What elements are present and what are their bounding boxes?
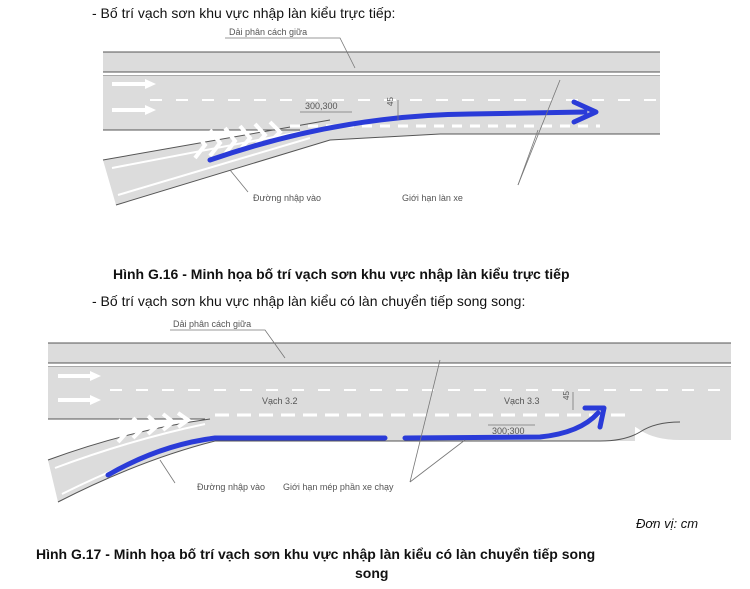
figure-g16 <box>103 27 660 205</box>
g17-label-edge-limit: Giới hạn mép phần xe chạy <box>283 482 394 492</box>
caption-g16: Hình G.16 - Minh họa bố trí vạch sơn khu vực nhập làn kiểu trực tiếp <box>113 266 570 282</box>
g16-onramp-road <box>103 120 660 205</box>
unit-note: Đơn vị: cm <box>636 516 699 531</box>
g17-label-median: Dải phân cách giữa <box>173 319 252 329</box>
g16-label-dimension-vertical: 45 <box>386 97 395 106</box>
g17-median <box>48 363 731 367</box>
caption-g17-line2: song <box>355 565 389 581</box>
g17-label-line-3-3: Vạch 3.3 <box>504 396 540 406</box>
g16-label-lane-limit: Giới hạn làn xe <box>402 193 463 203</box>
figure-g17 <box>48 319 731 502</box>
g17-label-onramp: Đường nhập vào <box>197 482 265 492</box>
g16-label-dimension: 300,300 <box>305 101 338 111</box>
g17-label-dimension: 300;300 <box>492 426 525 436</box>
g17-label-dimension-vertical: 45 <box>562 391 571 400</box>
g16-median <box>103 72 660 76</box>
g17-main-carriageway <box>48 367 731 419</box>
g16-label-onramp: Đường nhập vào <box>253 193 321 203</box>
g17-label-line-3-2: Vạch 3.2 <box>262 396 298 406</box>
caption-g17-line1: Hình G.17 - Minh họa bố trí vạch sơn khu vực nhập làn kiểu có làn chuyển tiếp song <box>36 546 596 562</box>
g16-label-median: Dải phân cách giữa <box>229 27 308 37</box>
g17-top-carriageway <box>48 343 731 363</box>
bullet-parallel-merge: - Bố trí vạch sơn khu vực nhập làn kiểu có làn chuyển tiếp song song: <box>92 293 526 309</box>
bullet-direct-merge: - Bố trí vạch sơn khu vực nhập làn kiểu trực tiếp: <box>92 5 396 21</box>
g16-top-carriageway <box>103 52 660 72</box>
